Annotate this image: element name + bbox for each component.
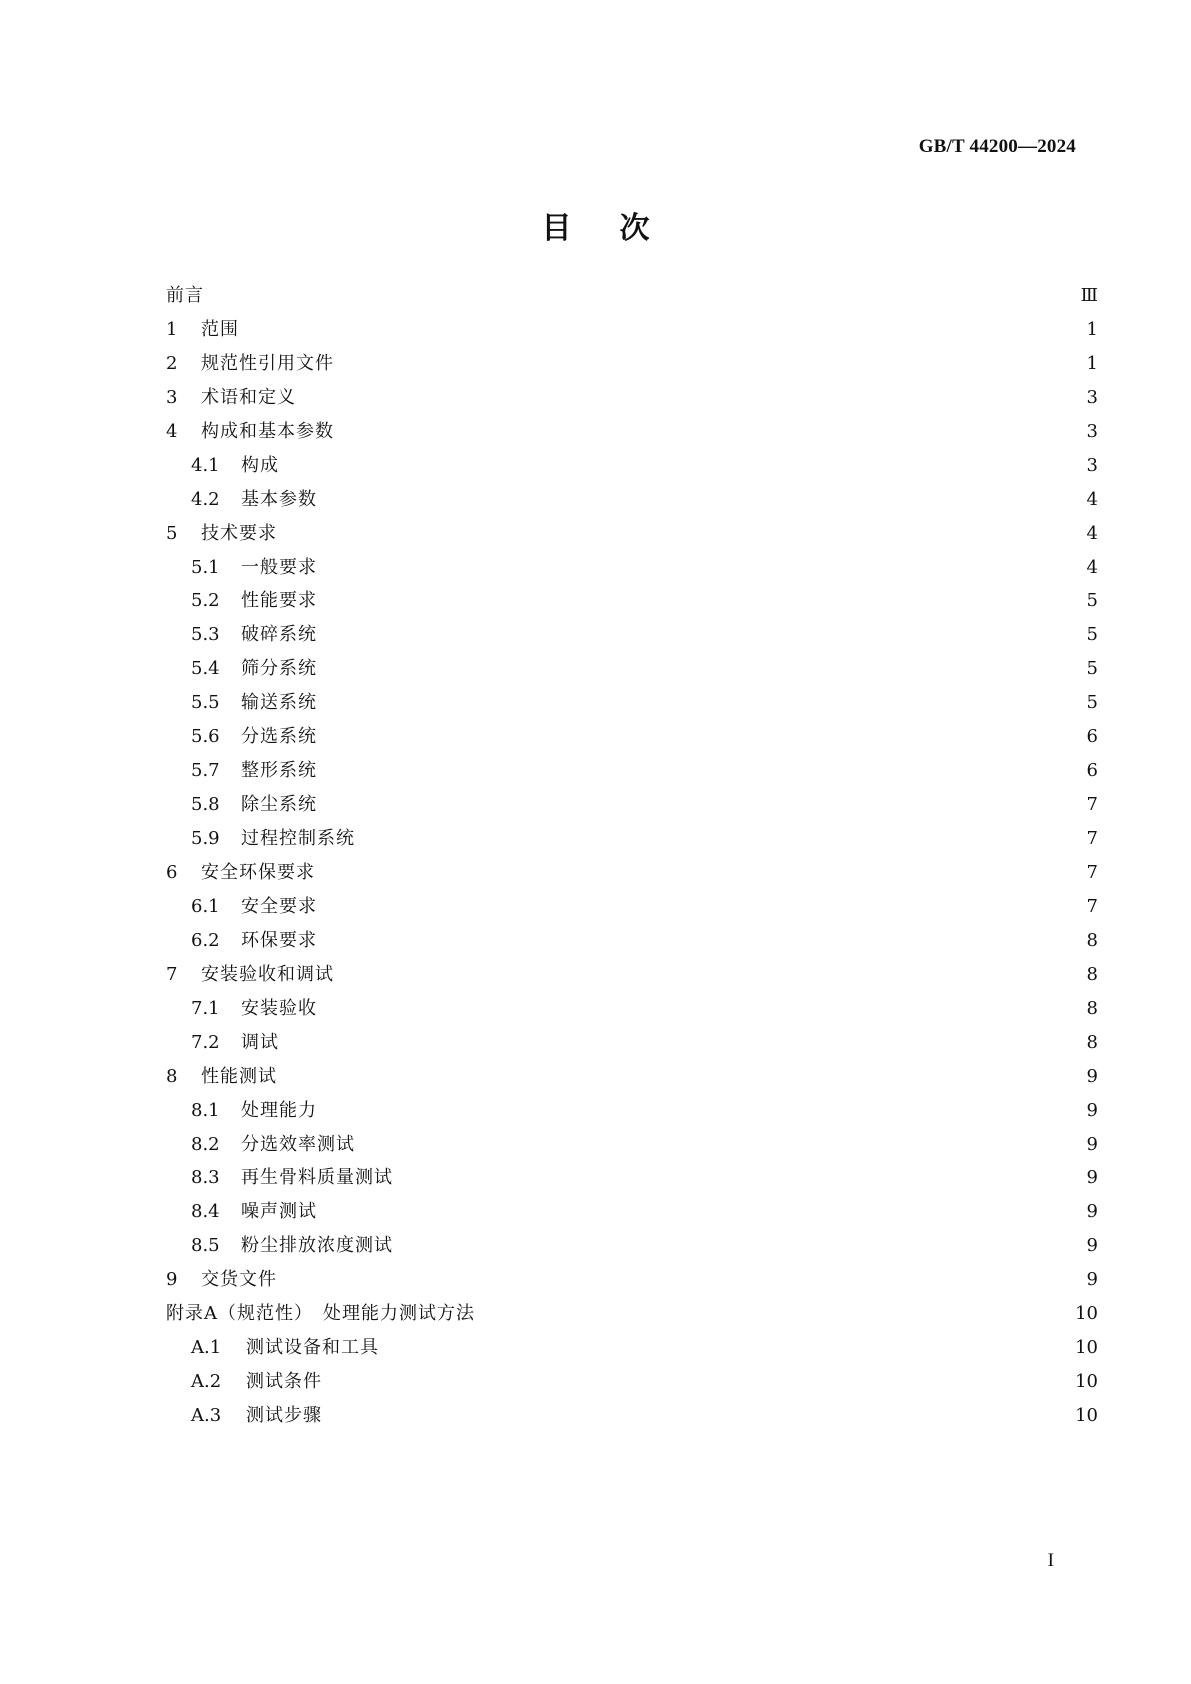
toc-entry-page: 8 <box>1086 997 1098 1019</box>
dot-leader <box>348 962 1076 988</box>
toc-entry-number: A.1 <box>191 1337 222 1359</box>
toc-entry-number: 5.3 <box>191 624 220 646</box>
toc-entry <box>191 1132 1098 1158</box>
toc-entry <box>191 826 1098 852</box>
dot-leader <box>331 724 1076 750</box>
toc-entry-number: 5.1 <box>191 556 220 578</box>
toc-entry-title: 处理能力 <box>241 1099 317 1121</box>
toc-entry-title: 附录A（规范性） 处理能力测试方法 <box>166 1303 475 1325</box>
dot-leader <box>331 996 1076 1022</box>
toc-entry-number: 9 <box>166 1269 178 1291</box>
dot-leader <box>348 419 1076 445</box>
toc-entry-number: 3 <box>166 386 178 408</box>
toc-entry <box>191 792 1098 818</box>
toc-entry <box>166 860 1098 886</box>
toc-entry-page: 7 <box>1086 794 1098 816</box>
toc-entry-number: 4.2 <box>191 488 220 510</box>
dot-leader <box>336 1369 1065 1395</box>
toc-entry-title: 规范性引用文件 <box>201 352 334 374</box>
toc-entry <box>191 1403 1098 1429</box>
dot-leader <box>331 1098 1076 1124</box>
dot-leader <box>329 860 1076 886</box>
toc-entry-title: 安全环保要求 <box>201 861 315 883</box>
toc-entry-number: 8.3 <box>191 1167 220 1189</box>
toc-entry <box>166 283 1098 309</box>
toc-entry-title: 测试条件 <box>246 1371 322 1393</box>
toc-entry-number: A.3 <box>191 1405 222 1427</box>
toc-entry-page: 10 <box>1075 1371 1098 1393</box>
toc-entry-title: 技术要求 <box>201 522 277 544</box>
toc-entry-page: 10 <box>1075 1303 1098 1325</box>
toc-entry-page: 9 <box>1086 1167 1098 1189</box>
toc-entry-title: 测试步骤 <box>246 1405 322 1427</box>
toc-entry-title: 粉尘排放浓度测试 <box>241 1235 393 1257</box>
toc-entry-page: Ⅲ <box>1080 285 1098 306</box>
toc-entry-number: 8.1 <box>191 1099 220 1121</box>
toc-entry-page: 10 <box>1075 1337 1098 1359</box>
toc-entry-page: 5 <box>1086 624 1098 646</box>
toc-entry-number: 5.5 <box>191 692 220 714</box>
toc-entry-number: 4.1 <box>191 454 220 476</box>
toc-entry-page: 9 <box>1086 1201 1098 1223</box>
dot-leader <box>489 1301 1065 1327</box>
toc-entry-number: 7.1 <box>191 997 220 1019</box>
toc-entry <box>191 588 1098 614</box>
toc-entry-page: 1 <box>1086 318 1098 340</box>
dot-leader <box>369 826 1076 852</box>
toc-entry-title: 范围 <box>201 318 239 340</box>
dot-leader <box>291 521 1076 547</box>
dot-leader <box>407 1233 1076 1259</box>
toc-entry-number: 6.1 <box>191 895 220 917</box>
toc-entry <box>191 894 1098 920</box>
toc-entry-number: 2 <box>166 352 178 374</box>
toc-entry-page: 10 <box>1075 1405 1098 1427</box>
toc-entry-title: 性能测试 <box>201 1065 277 1087</box>
toc-entry-number: 8 <box>166 1065 178 1087</box>
toc-entry <box>191 1165 1098 1191</box>
toc-entry-title: 前言 <box>166 285 204 306</box>
toc-entry-title: 过程控制系统 <box>241 828 355 850</box>
dot-leader <box>393 1335 1065 1361</box>
dot-leader <box>331 1199 1076 1225</box>
toc-entry-title: 构成 <box>241 454 279 476</box>
toc-entry-number: 5.4 <box>191 658 220 680</box>
toc-entry-title: 构成和基本参数 <box>201 420 334 442</box>
dot-leader <box>331 928 1076 954</box>
toc-entry <box>191 555 1098 581</box>
toc-entry-page: 9 <box>1086 1269 1098 1291</box>
toc-entry-number: 8.2 <box>191 1133 220 1155</box>
page-title: 目次 <box>541 211 698 246</box>
toc-entry-page: 8 <box>1086 1031 1098 1053</box>
toc-entry-page: 3 <box>1086 454 1098 476</box>
toc-entry-page: 1 <box>1086 352 1098 374</box>
toc-entry-number: 5 <box>166 522 178 544</box>
toc-entry <box>191 690 1098 716</box>
toc-entry-title: 噪声测试 <box>241 1201 317 1223</box>
dot-leader <box>331 487 1076 513</box>
toc-entry-number: 5.8 <box>191 794 220 816</box>
dot-leader <box>331 555 1076 581</box>
toc-entry-page: 9 <box>1086 1099 1098 1121</box>
toc-entry-title: 除尘系统 <box>241 794 317 816</box>
toc-entry-title: 安全要求 <box>241 895 317 917</box>
toc-entry <box>166 1301 1098 1327</box>
dot-leader <box>336 1403 1065 1429</box>
dot-leader <box>331 588 1076 614</box>
toc-entry-title: 术语和定义 <box>201 386 296 408</box>
toc-entry-number: 6 <box>166 861 178 883</box>
toc-entry-title: 安装验收和调试 <box>201 963 334 985</box>
toc-entry <box>191 453 1098 479</box>
toc-entry <box>166 521 1098 547</box>
toc-entry-title: 交货文件 <box>201 1269 277 1291</box>
toc-entry-page: 3 <box>1086 420 1098 442</box>
toc-entry-title: 调试 <box>241 1031 279 1053</box>
dot-leader <box>331 758 1076 784</box>
toc-entry <box>191 656 1098 682</box>
toc-entry-title: 分选效率测试 <box>241 1133 355 1155</box>
toc-entry <box>166 419 1098 445</box>
dot-leader <box>291 1064 1076 1090</box>
dot-leader <box>331 656 1076 682</box>
dot-leader <box>218 283 1071 309</box>
toc-entry <box>191 724 1098 750</box>
toc-entry <box>191 1098 1098 1124</box>
toc-entry <box>191 928 1098 954</box>
toc-entry-title: 环保要求 <box>241 929 317 951</box>
dot-leader <box>331 894 1076 920</box>
toc-entry-page: 4 <box>1086 556 1098 578</box>
toc-entry-page: 6 <box>1086 726 1098 748</box>
toc-entry-page: 9 <box>1086 1133 1098 1155</box>
dot-leader <box>331 622 1076 648</box>
toc-entry-title: 安装验收 <box>241 997 317 1019</box>
toc-entry-number: 5.2 <box>191 590 220 612</box>
toc-entry <box>166 1267 1098 1293</box>
toc-entry-title: 性能要求 <box>241 590 317 612</box>
toc-entry-title: 一般要求 <box>241 556 317 578</box>
dot-leader <box>293 453 1076 479</box>
toc-entry-page: 9 <box>1086 1065 1098 1087</box>
toc-entry-page: 4 <box>1086 488 1098 510</box>
toc-entry-number: 5.7 <box>191 760 220 782</box>
toc-entry-title: 分选系统 <box>241 726 317 748</box>
dot-leader <box>310 385 1076 411</box>
toc-entry-title: 再生骨料质量测试 <box>241 1167 393 1189</box>
dot-leader <box>291 1267 1076 1293</box>
toc-entry <box>191 1335 1098 1361</box>
toc-entry-page: 7 <box>1086 828 1098 850</box>
toc-entry-title: 破碎系统 <box>241 624 317 646</box>
toc-entry <box>166 317 1098 343</box>
dot-leader <box>348 351 1076 377</box>
toc-entry-page: 3 <box>1086 386 1098 408</box>
toc-entry <box>191 487 1098 513</box>
toc-entry-number: A.2 <box>191 1371 222 1393</box>
toc-entry-page: 8 <box>1086 929 1098 951</box>
toc-entry <box>191 1199 1098 1225</box>
toc-entry <box>191 1030 1098 1056</box>
toc-entry-page: 5 <box>1086 658 1098 680</box>
dot-leader <box>253 317 1076 343</box>
toc-entry-title: 筛分系统 <box>241 658 317 680</box>
toc-entry <box>166 385 1098 411</box>
toc-entry <box>166 1064 1098 1090</box>
toc-entry <box>166 962 1098 988</box>
toc-entry-page: 7 <box>1086 895 1098 917</box>
dot-leader <box>293 1030 1076 1056</box>
toc-entry-title: 输送系统 <box>241 692 317 714</box>
toc-entry-number: 6.2 <box>191 929 220 951</box>
toc-entry-number: 4 <box>166 420 178 442</box>
toc-entry-number: 5.9 <box>191 828 220 850</box>
dot-leader <box>331 792 1076 818</box>
toc-entry-page: 8 <box>1086 963 1098 985</box>
toc-entry-title: 整形系统 <box>241 760 317 782</box>
toc-entry-number: 5.6 <box>191 726 220 748</box>
toc-entry-page: 5 <box>1086 590 1098 612</box>
toc-entry-page: 4 <box>1086 522 1098 544</box>
dot-leader <box>369 1132 1076 1158</box>
toc-entry-title: 基本参数 <box>241 488 317 510</box>
toc-entry <box>191 1233 1098 1259</box>
toc-entry-page: 7 <box>1086 861 1098 883</box>
toc-entry-page: 9 <box>1086 1235 1098 1257</box>
toc-entry-number: 8.4 <box>191 1201 220 1223</box>
standard-code: GB/T 44200—2024 <box>918 136 1076 157</box>
toc-entry-page: 6 <box>1086 760 1098 782</box>
toc-entry-number: 8.5 <box>191 1235 220 1257</box>
toc-entry <box>191 758 1098 784</box>
toc-entry <box>191 996 1098 1022</box>
toc-entry-page: 5 <box>1086 692 1098 714</box>
dot-leader <box>407 1165 1076 1191</box>
toc-entry <box>166 351 1098 377</box>
toc-entry <box>191 1369 1098 1395</box>
page-number: I <box>1047 1550 1054 1571</box>
dot-leader <box>331 690 1076 716</box>
toc-entry <box>191 622 1098 648</box>
toc-entry-number: 7.2 <box>191 1031 220 1053</box>
toc-entry-title: 测试设备和工具 <box>246 1337 379 1359</box>
toc-entry-number: 7 <box>166 963 178 985</box>
toc-entry-number: 1 <box>166 318 178 340</box>
